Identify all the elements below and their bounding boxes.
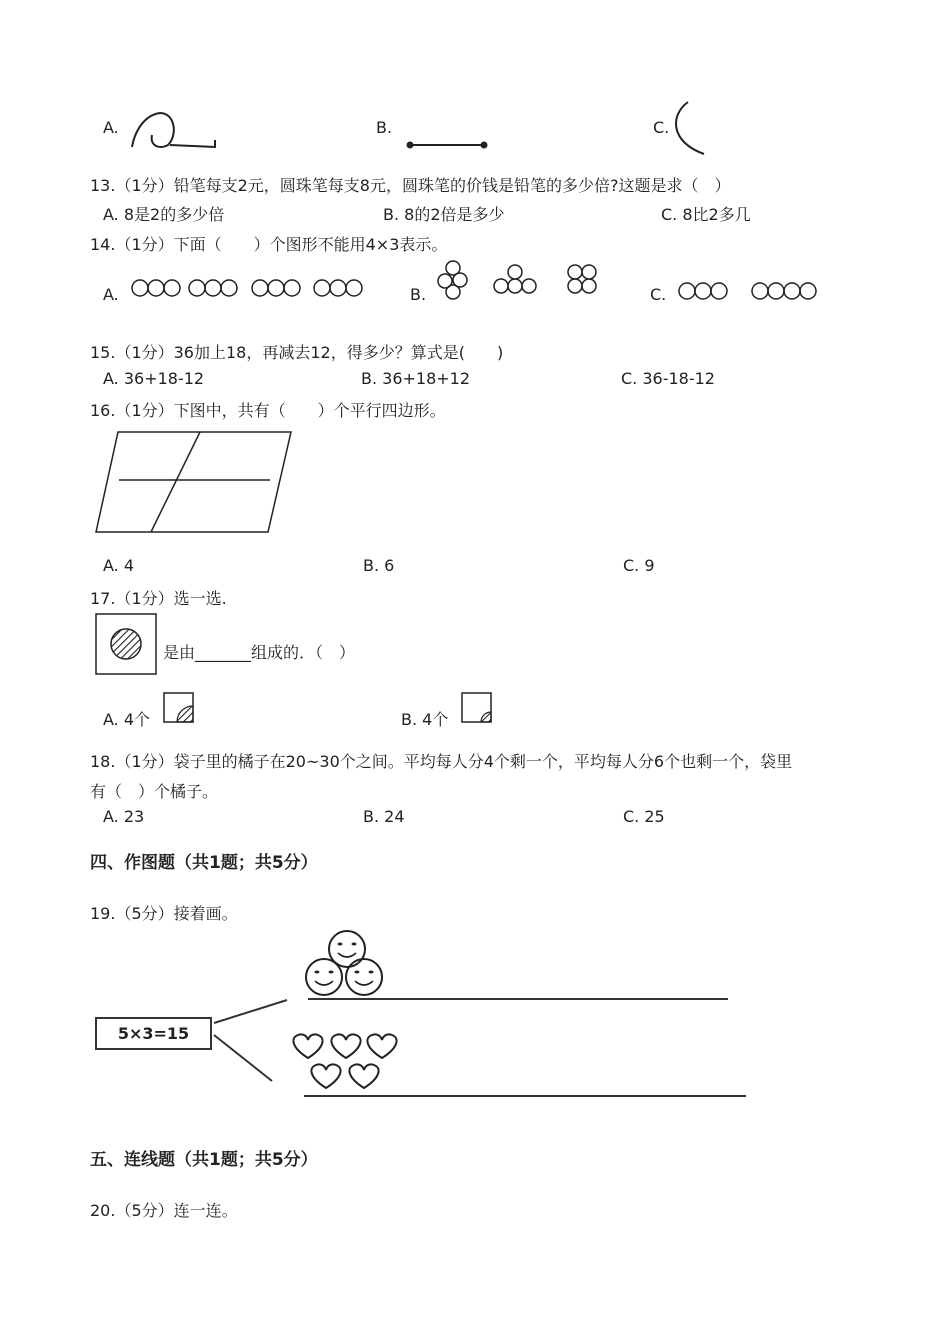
q12-option-b[interactable]: B. (376, 118, 393, 137)
q12-arc-figure (672, 100, 712, 158)
q17-quarter-square-a (163, 692, 195, 724)
q17-option-a[interactable]: A. 4个 (103, 710, 151, 729)
q13-option-b[interactable]: B. 8的2倍是多少 (383, 205, 505, 224)
q16-option-b[interactable]: B. 6 (363, 556, 395, 575)
q16-parallelogram-figure (94, 430, 294, 535)
q14-circles-a (130, 278, 365, 300)
q12-curve-figure (130, 105, 220, 155)
q19-connector-lines (212, 995, 292, 1085)
q15-option-a[interactable]: A. 36+18-12 (103, 369, 205, 388)
q12-option-a[interactable]: A. (103, 118, 119, 137)
section-5-heading: 五、连线题（共1题；共5分） (90, 1150, 318, 1170)
q17-hatched-circle-figure (95, 613, 157, 675)
q15-option-b[interactable]: B. 36+18+12 (361, 369, 471, 388)
q17-option-b[interactable]: B. 4个 (401, 710, 449, 729)
q15-stem: 15.（1分）36加上18，再减去12，得多少？算式是( ) (90, 343, 504, 362)
q17-quarter-square-b (461, 692, 493, 724)
q18-option-c[interactable]: C. 25 (623, 807, 665, 826)
q17-stem: 17.（1分）选一选. (90, 589, 227, 608)
q19-equation-box: 5×3=15 (95, 1017, 212, 1050)
q19-smiley-faces (300, 927, 395, 999)
q16-stem: 16.（1分）下图中，共有（ ）个平行四边形。 (90, 401, 446, 420)
q14-option-b[interactable]: B. (410, 285, 427, 304)
q19-stem: 19.（5分）接着画。 (90, 904, 238, 923)
q14-option-c[interactable]: C. (650, 285, 667, 304)
q19-answer-line-1[interactable] (308, 997, 730, 1003)
q14-circles-c (677, 280, 817, 302)
section-4-heading: 四、作图题（共1题；共5分） (90, 853, 318, 873)
q14-option-a[interactable]: A. (103, 285, 119, 304)
q12-option-c[interactable]: C. (653, 118, 670, 137)
q18-option-a[interactable]: A. 23 (103, 807, 145, 826)
q16-option-a[interactable]: A. 4 (103, 556, 135, 575)
q18-stem-line2: 有（ ）个橘子。 (90, 782, 219, 801)
q17-text: 是由_______组成的．（ ） (163, 643, 356, 662)
q14-stem: 14.（1分）下面（ ）个图形不能用4×3表示。 (90, 235, 448, 254)
q18-stem-line1: 18.（1分）袋子里的橘子在20~30个之间。平均每人分4个剩一个，平均每人分6个也剩一个，袋里 (90, 752, 793, 771)
q13-stem: 13.（1分）铅笔每支2元，圆珠笔每支8元，圆珠笔的价钱是铅笔的多少倍?这题是求（ ） (90, 176, 731, 195)
q13-option-c[interactable]: C. 8比2多几 (661, 205, 751, 224)
q19-hearts (288, 1032, 406, 1092)
q18-option-b[interactable]: B. 24 (363, 807, 405, 826)
q14-circles-b (433, 260, 603, 300)
q12-segment-figure (406, 138, 491, 152)
q16-option-c[interactable]: C. 9 (623, 556, 655, 575)
q13-option-a[interactable]: A. 8是2的多少倍 (103, 205, 225, 224)
q19-answer-line-2[interactable] (304, 1094, 748, 1100)
q20-stem: 20.（5分）连一连。 (90, 1201, 238, 1220)
q15-option-c[interactable]: C. 36-18-12 (621, 369, 715, 388)
